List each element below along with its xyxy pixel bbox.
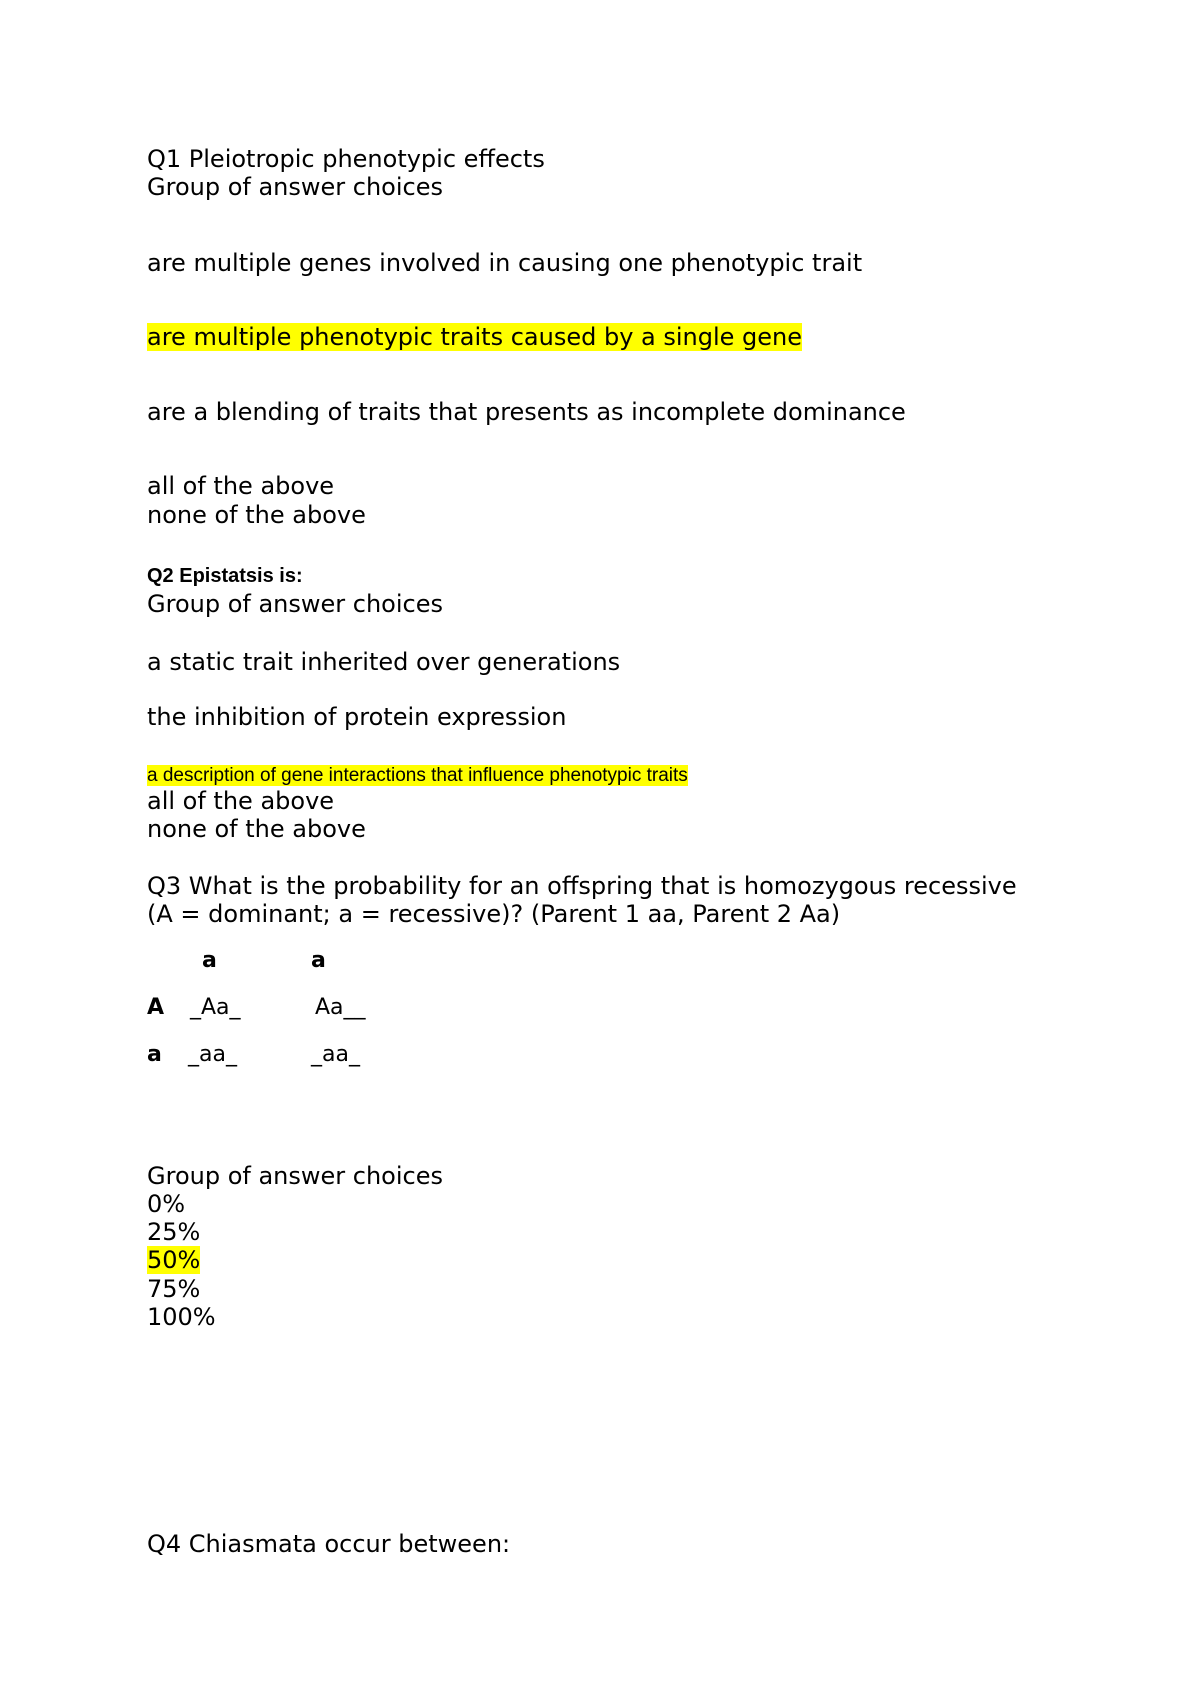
q3-choice-1: 0%: [147, 1190, 186, 1218]
q1-choice-1: are multiple genes involved in causing one phenotypic trait: [147, 249, 863, 277]
punnett-cell-2-1: _aa_: [188, 1042, 237, 1067]
q1-group-label: Group of answer choices: [147, 173, 443, 201]
highlighted-answer: 50%: [147, 1246, 201, 1274]
punnett-row-header-1: A: [147, 995, 165, 1020]
q3-group-label: Group of answer choices: [147, 1162, 443, 1190]
q1-choice-5: none of the above: [147, 501, 366, 529]
punnett-cell-2-2: _aa_: [311, 1042, 360, 1067]
q2-choice-2: the inhibition of protein expression: [147, 703, 567, 731]
q2-title: Q2 Epistatsis is:: [147, 565, 303, 587]
punnett-cell-1-1: _Aa_: [190, 995, 241, 1020]
punnett-cell-1-2: Aa__: [315, 995, 366, 1020]
q1-choice-3: are a blending of traits that presents as incomplete dominance: [147, 398, 906, 426]
q3-choice-5: 100%: [147, 1303, 216, 1331]
q1-choice-4: all of the above: [147, 472, 335, 500]
q3-title-line2: (A = dominant; a = recessive)? (Parent 1 aa, Parent 2 Aa): [147, 900, 841, 928]
q2-choice-1: a static trait inherited over generations: [147, 648, 621, 676]
q2-choice-4: all of the above: [147, 787, 335, 815]
punnett-col-header-1: a: [202, 948, 217, 973]
q3-choice-2: 25%: [147, 1218, 201, 1246]
q2-group-label: Group of answer choices: [147, 590, 443, 618]
q2-choice-5: none of the above: [147, 815, 366, 843]
punnett-col-header-2: a: [311, 948, 326, 973]
q4-title: Q4 Chiasmata occur between:: [147, 1530, 511, 1558]
highlighted-answer: are multiple phenotypic traits caused by a single gene: [147, 323, 803, 351]
punnett-row-header-2: a: [147, 1042, 162, 1067]
q3-title-line1: Q3 What is the probability for an offspring that is homozygous recessive: [147, 872, 1017, 900]
q1-title: Q1 Pleiotropic phenotypic effects: [147, 145, 545, 173]
q3-choice-4: 75%: [147, 1275, 201, 1303]
q1-choice-2-highlighted: [147, 323, 802, 351]
q2-choice-3-highlighted: [147, 764, 688, 788]
highlighted-answer: a description of gene interactions that influence phenotypic traits: [147, 765, 688, 786]
q3-choice-3-highlighted: [147, 1246, 200, 1274]
